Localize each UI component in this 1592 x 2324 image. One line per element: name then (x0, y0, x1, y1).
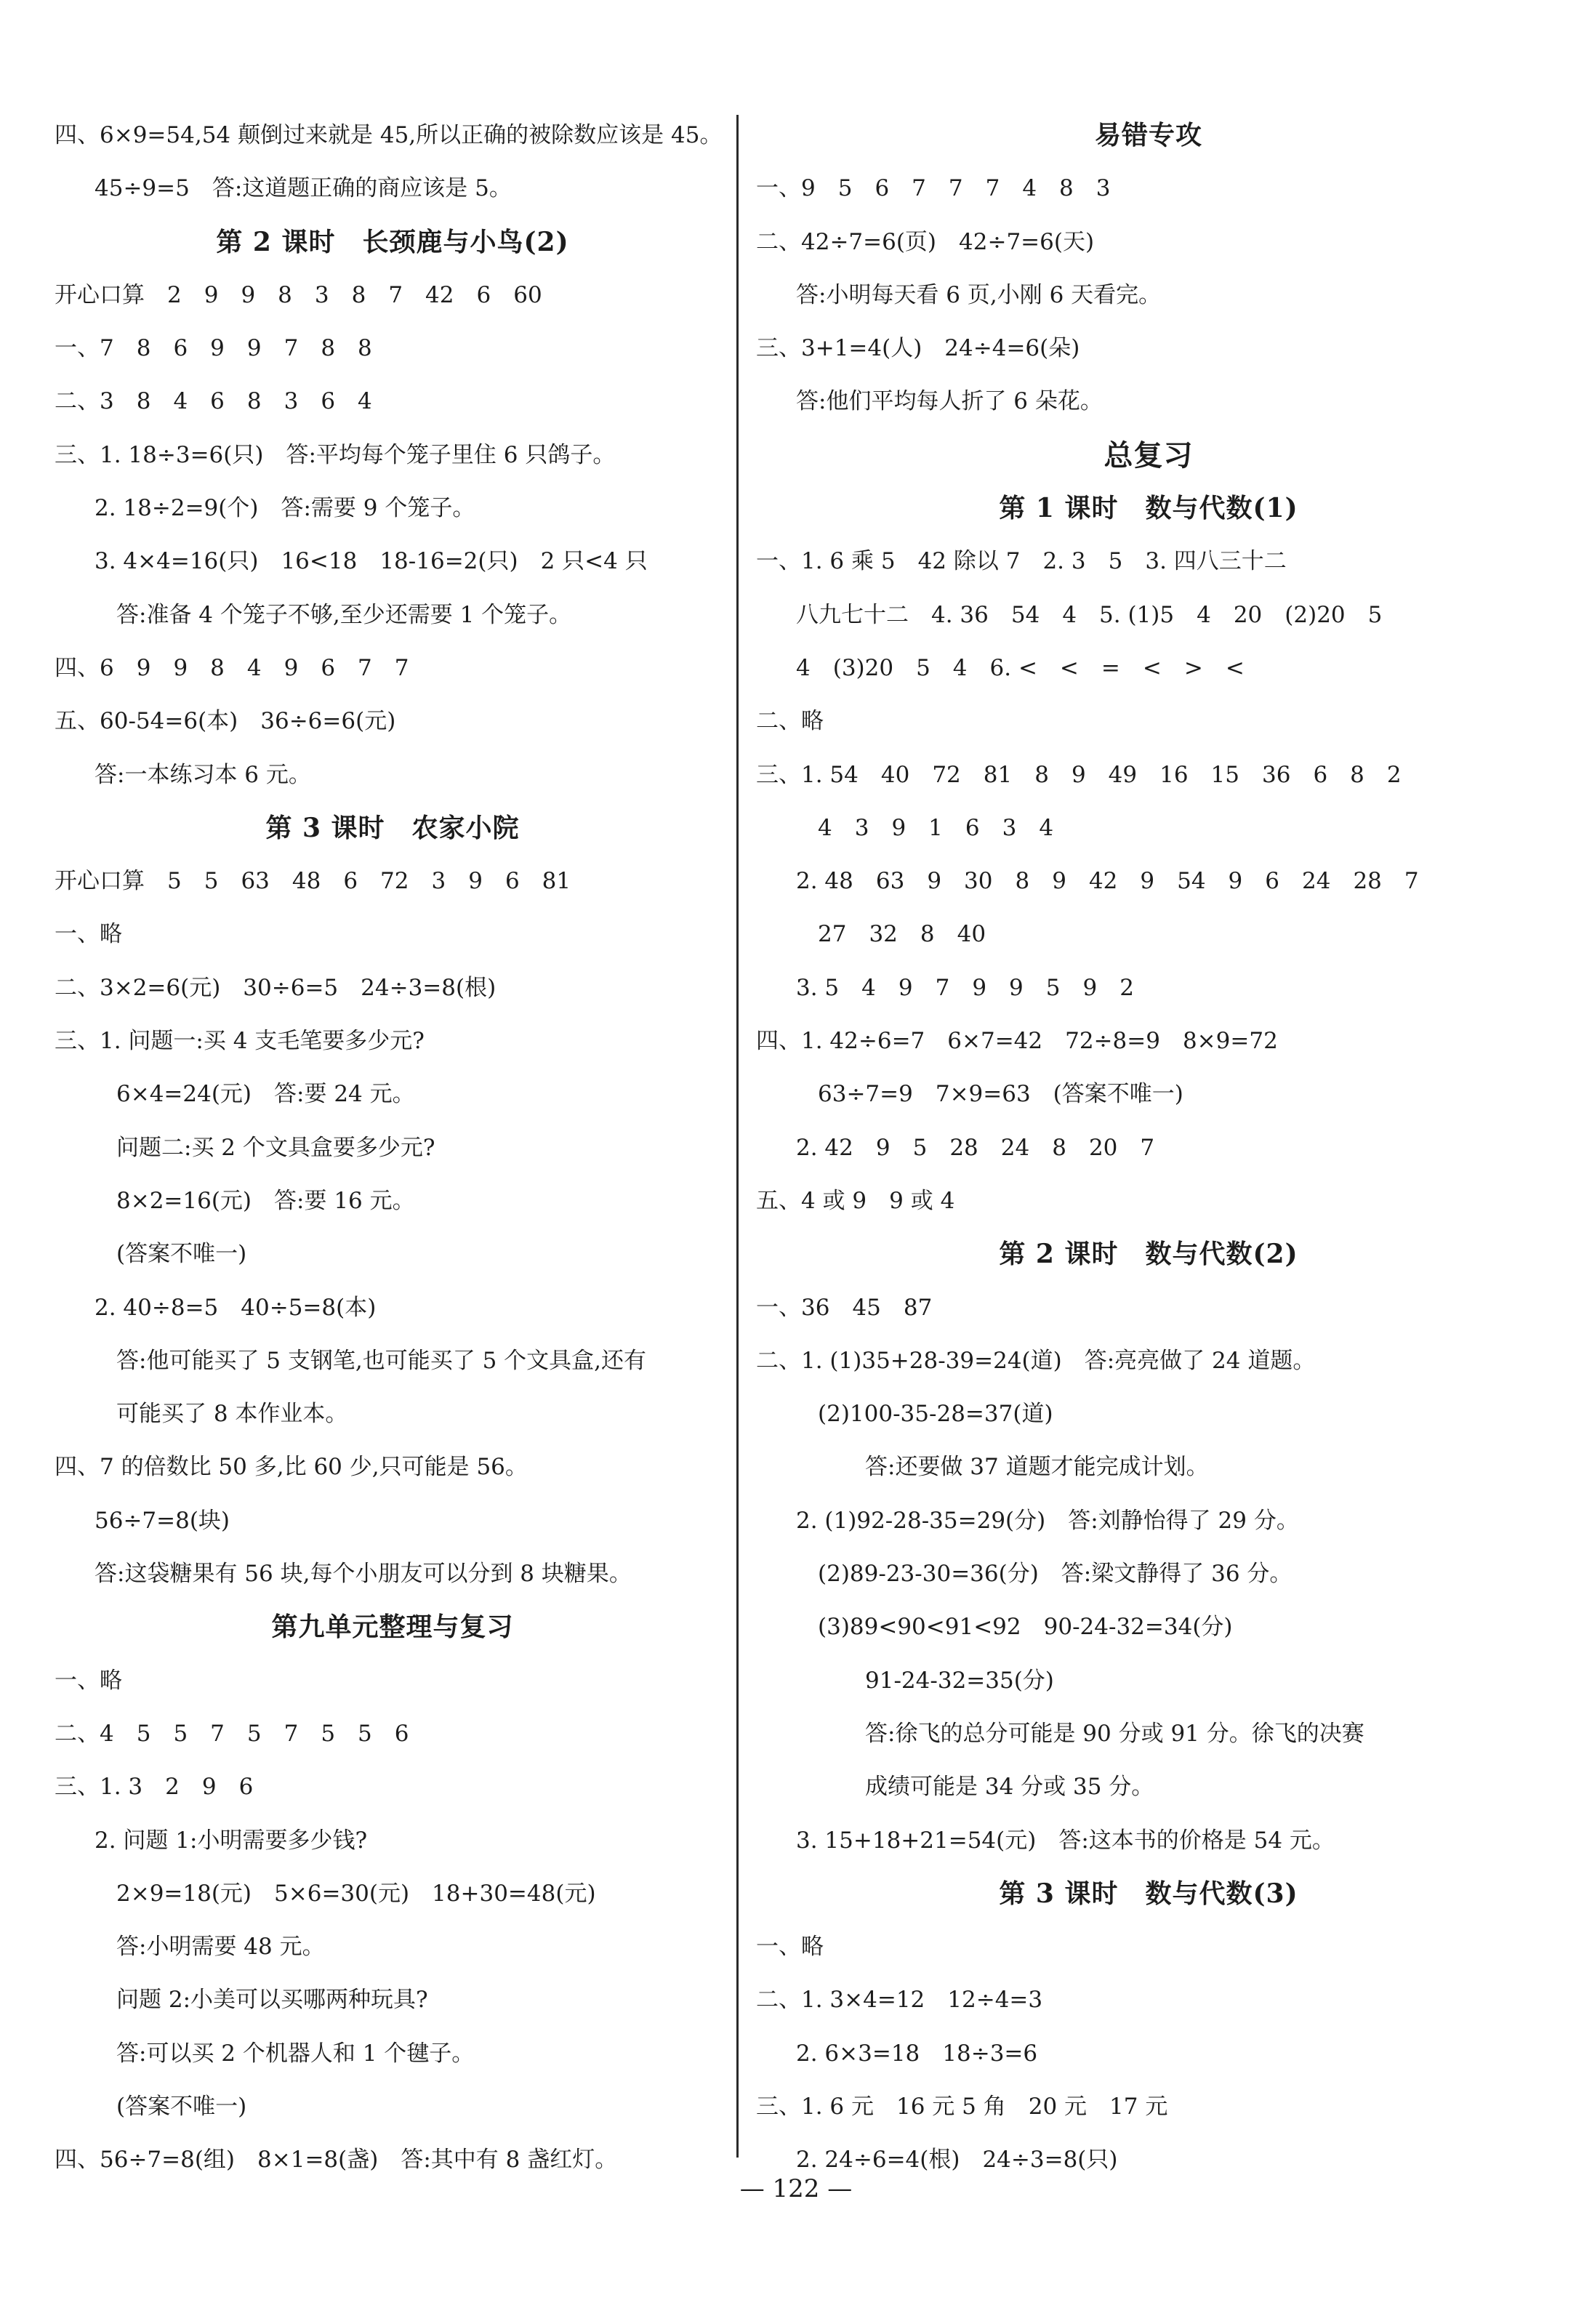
section-heading: 易错专攻 (1094, 120, 1202, 150)
answer-line: 答:这袋糖果有 56 块,每个小朋友可以分到 8 块糖果。 (95, 1561, 632, 1588)
answer-line: 3. 4×4=16(只) 16<18 18-16=2(只) 2 只<4 只 (95, 548, 648, 575)
answer-line: 开心口算 5 5 63 48 6 72 3 9 6 81 (55, 868, 571, 895)
answer-line: 2. 48 63 9 30 8 9 42 9 54 9 6 24 28 7 (796, 868, 1419, 895)
answer-line: 答:一本练习本 6 元。 (95, 761, 311, 788)
answer-line: 答:他们平均每人折了 6 朵花。 (796, 388, 1103, 415)
column-divider (736, 115, 739, 2158)
answer-line: 四、1. 42÷6=7 6×7=42 72÷8=9 8×9=72 (756, 1028, 1278, 1055)
answer-line: 一、36 45 87 (756, 1294, 933, 1321)
answer-line: 91-24-32=35(分) (865, 1667, 1054, 1694)
section-heading: 第 3 课时 农家小院 (265, 812, 520, 843)
answer-line: 8×2=16(元) 答:要 16 元。 (116, 1187, 415, 1214)
answer-line: 三、1. 6 元 16 元 5 角 20 元 17 元 (756, 2093, 1168, 2120)
answer-line: 五、60-54=6(本) 36÷6=6(元) (55, 708, 396, 735)
answer-line: 答:准备 4 个笼子不够,至少还需要 1 个笼子。 (116, 601, 572, 628)
answer-line: 3. 15+18+21=54(元) 答:这本书的价格是 54 元。 (796, 1827, 1335, 1854)
answer-line: 2. 问题 1:小明需要多少钱? (95, 1827, 368, 1854)
answer-line: 一、略 (756, 1934, 824, 1961)
answer-line: 三、3+1=4(人) 24÷4=6(朵) (756, 335, 1080, 362)
answer-line: (3)89<90<91<92 90-24-32=34(分) (818, 1614, 1233, 1641)
section-heading: 第 1 课时 数与代数(1) (999, 493, 1298, 524)
answer-line: 答:还要做 37 道题才能完成计划。 (865, 1454, 1209, 1481)
page-number: — 122 — (739, 2174, 853, 2203)
answer-line: 答:小明每天看 6 页,小刚 6 天看完。 (796, 281, 1162, 308)
section-heading: 第 2 课时 数与代数(2) (999, 1239, 1298, 1270)
answer-line: 一、9 5 6 7 7 7 4 8 3 (756, 175, 1111, 202)
answer-line: 3. 5 4 9 7 9 9 5 9 2 (796, 974, 1134, 1001)
answer-line: (答案不唯一) (116, 2093, 247, 2120)
answer-line: 二、略 (756, 708, 824, 735)
answer-line: 八九七十二 4. 36 54 4 5. (1)5 4 20 (2)20 5 (796, 601, 1383, 628)
answer-line: 五、4 或 9 9 或 4 (756, 1187, 955, 1214)
answer-line: 2. 42 9 5 28 24 8 20 7 (796, 1134, 1155, 1161)
answer-line: 2. (1)92-28-35=29(分) 答:刘静怡得了 29 分。 (796, 1507, 1299, 1534)
answer-line: 2×9=18(元) 5×6=30(元) 18+30=48(元) (116, 1880, 596, 1907)
answer-line: 2. 18÷2=9(个) 答:需要 9 个笼子。 (95, 495, 475, 522)
answer-line: 一、略 (55, 1667, 122, 1694)
answer-line: (2)100-35-28=37(道) (818, 1401, 1053, 1428)
answer-line: 答:他可能买了 5 支钢笔,也可能买了 5 个文具盒,还有 (116, 1347, 647, 1374)
answer-line: 二、3 8 4 6 8 3 6 4 (55, 388, 372, 415)
answer-line: 答:徐飞的总分可能是 90 分或 91 分。徐飞的决赛 (865, 1720, 1364, 1747)
answer-line: 四、7 的倍数比 50 多,比 60 少,只可能是 56。 (55, 1454, 528, 1481)
answer-line: 一、7 8 6 9 9 7 8 8 (55, 335, 372, 362)
answer-line: 三、1. 3 2 9 6 (55, 1774, 254, 1801)
answer-line: 一、1. 6 乘 5 42 除以 7 2. 3 5 3. 四八三十二 (756, 548, 1287, 575)
answer-line: 四、6 9 9 8 4 9 6 7 7 (55, 654, 409, 681)
left-column (55, 109, 731, 2187)
answer-line: 4 3 9 1 6 3 4 (818, 814, 1054, 841)
answer-line: 4 (3)20 5 4 6. < < = < > < (796, 654, 1245, 681)
answer-line: 63÷7=9 7×9=63 (答案不唯一) (818, 1081, 1183, 1108)
answer-line: 四、6×9=54,54 颠倒过来就是 45,所以正确的被除数应该是 45。 (55, 122, 723, 148)
answer-line: 二、42÷7=6(页) 42÷7=6(天) (756, 228, 1095, 255)
answer-line: 2. 6×3=18 18÷3=6 (796, 2040, 1038, 2067)
answer-line: 三、1. 问题一:买 4 支毛笔要多少元? (55, 1028, 425, 1055)
answer-line: 二、1. (1)35+28-39=24(道) 答:亮亮做了 24 道题。 (756, 1347, 1316, 1374)
answer-line: 2. 24÷6=4(根) 24÷3=8(只) (796, 2147, 1118, 2174)
answer-line: 三、1. 18÷3=6(只) 答:平均每个笼子里住 6 只鸽子。 (55, 441, 616, 468)
answer-line: 问题 2:小美可以买哪两种玩具? (116, 1987, 428, 2014)
answer-line: 二、1. 3×4=12 12÷4=3 (756, 1987, 1043, 2014)
answer-line: 答:可以买 2 个机器人和 1 个毽子。 (116, 2040, 475, 2067)
answer-line: 四、56÷7=8(组) 8×1=8(盏) 答:其中有 8 盏红灯。 (55, 2147, 618, 2174)
answer-line: 可能买了 8 本作业本。 (116, 1401, 348, 1428)
answer-line: 27 32 8 40 (818, 921, 986, 948)
section-heading: 第九单元整理与复习 (271, 1612, 514, 1643)
answer-line: 二、4 5 5 7 5 7 5 5 6 (55, 1720, 409, 1747)
answer-line: 问题二:买 2 个文具盒要多少元? (116, 1134, 435, 1161)
section-heading: 第 3 课时 数与代数(3) (999, 1878, 1298, 1909)
right-column (756, 109, 1541, 2187)
answer-line: (2)89-23-30=36(分) 答:梁文静得了 36 分。 (818, 1561, 1293, 1588)
answer-line: 答:小明需要 48 元。 (116, 1934, 325, 1961)
answer-line: 三、1. 54 40 72 81 8 9 49 16 15 36 6 8 2 (756, 761, 1402, 788)
answer-line: 2. 40÷8=5 40÷5=8(本) (95, 1294, 377, 1321)
answer-line: 二、3×2=6(元) 30÷6=5 24÷3=8(根) (55, 974, 497, 1001)
answer-line: 45÷9=5 答:这道题正确的商应该是 5。 (95, 175, 512, 202)
answer-line: 6×4=24(元) 答:要 24 元。 (116, 1081, 415, 1108)
answer-line: 56÷7=8(块) (95, 1507, 230, 1534)
section-heading: 总复习 (1103, 438, 1194, 473)
section-heading: 第 2 课时 长颈鹿与小鸟(2) (216, 226, 569, 257)
answer-line: 开心口算 2 9 9 8 3 8 7 42 6 60 (55, 281, 542, 308)
answer-line: 一、略 (55, 921, 122, 948)
answer-line: 成绩可能是 34 分或 35 分。 (865, 1774, 1154, 1801)
answer-line: (答案不唯一) (116, 1241, 247, 1268)
